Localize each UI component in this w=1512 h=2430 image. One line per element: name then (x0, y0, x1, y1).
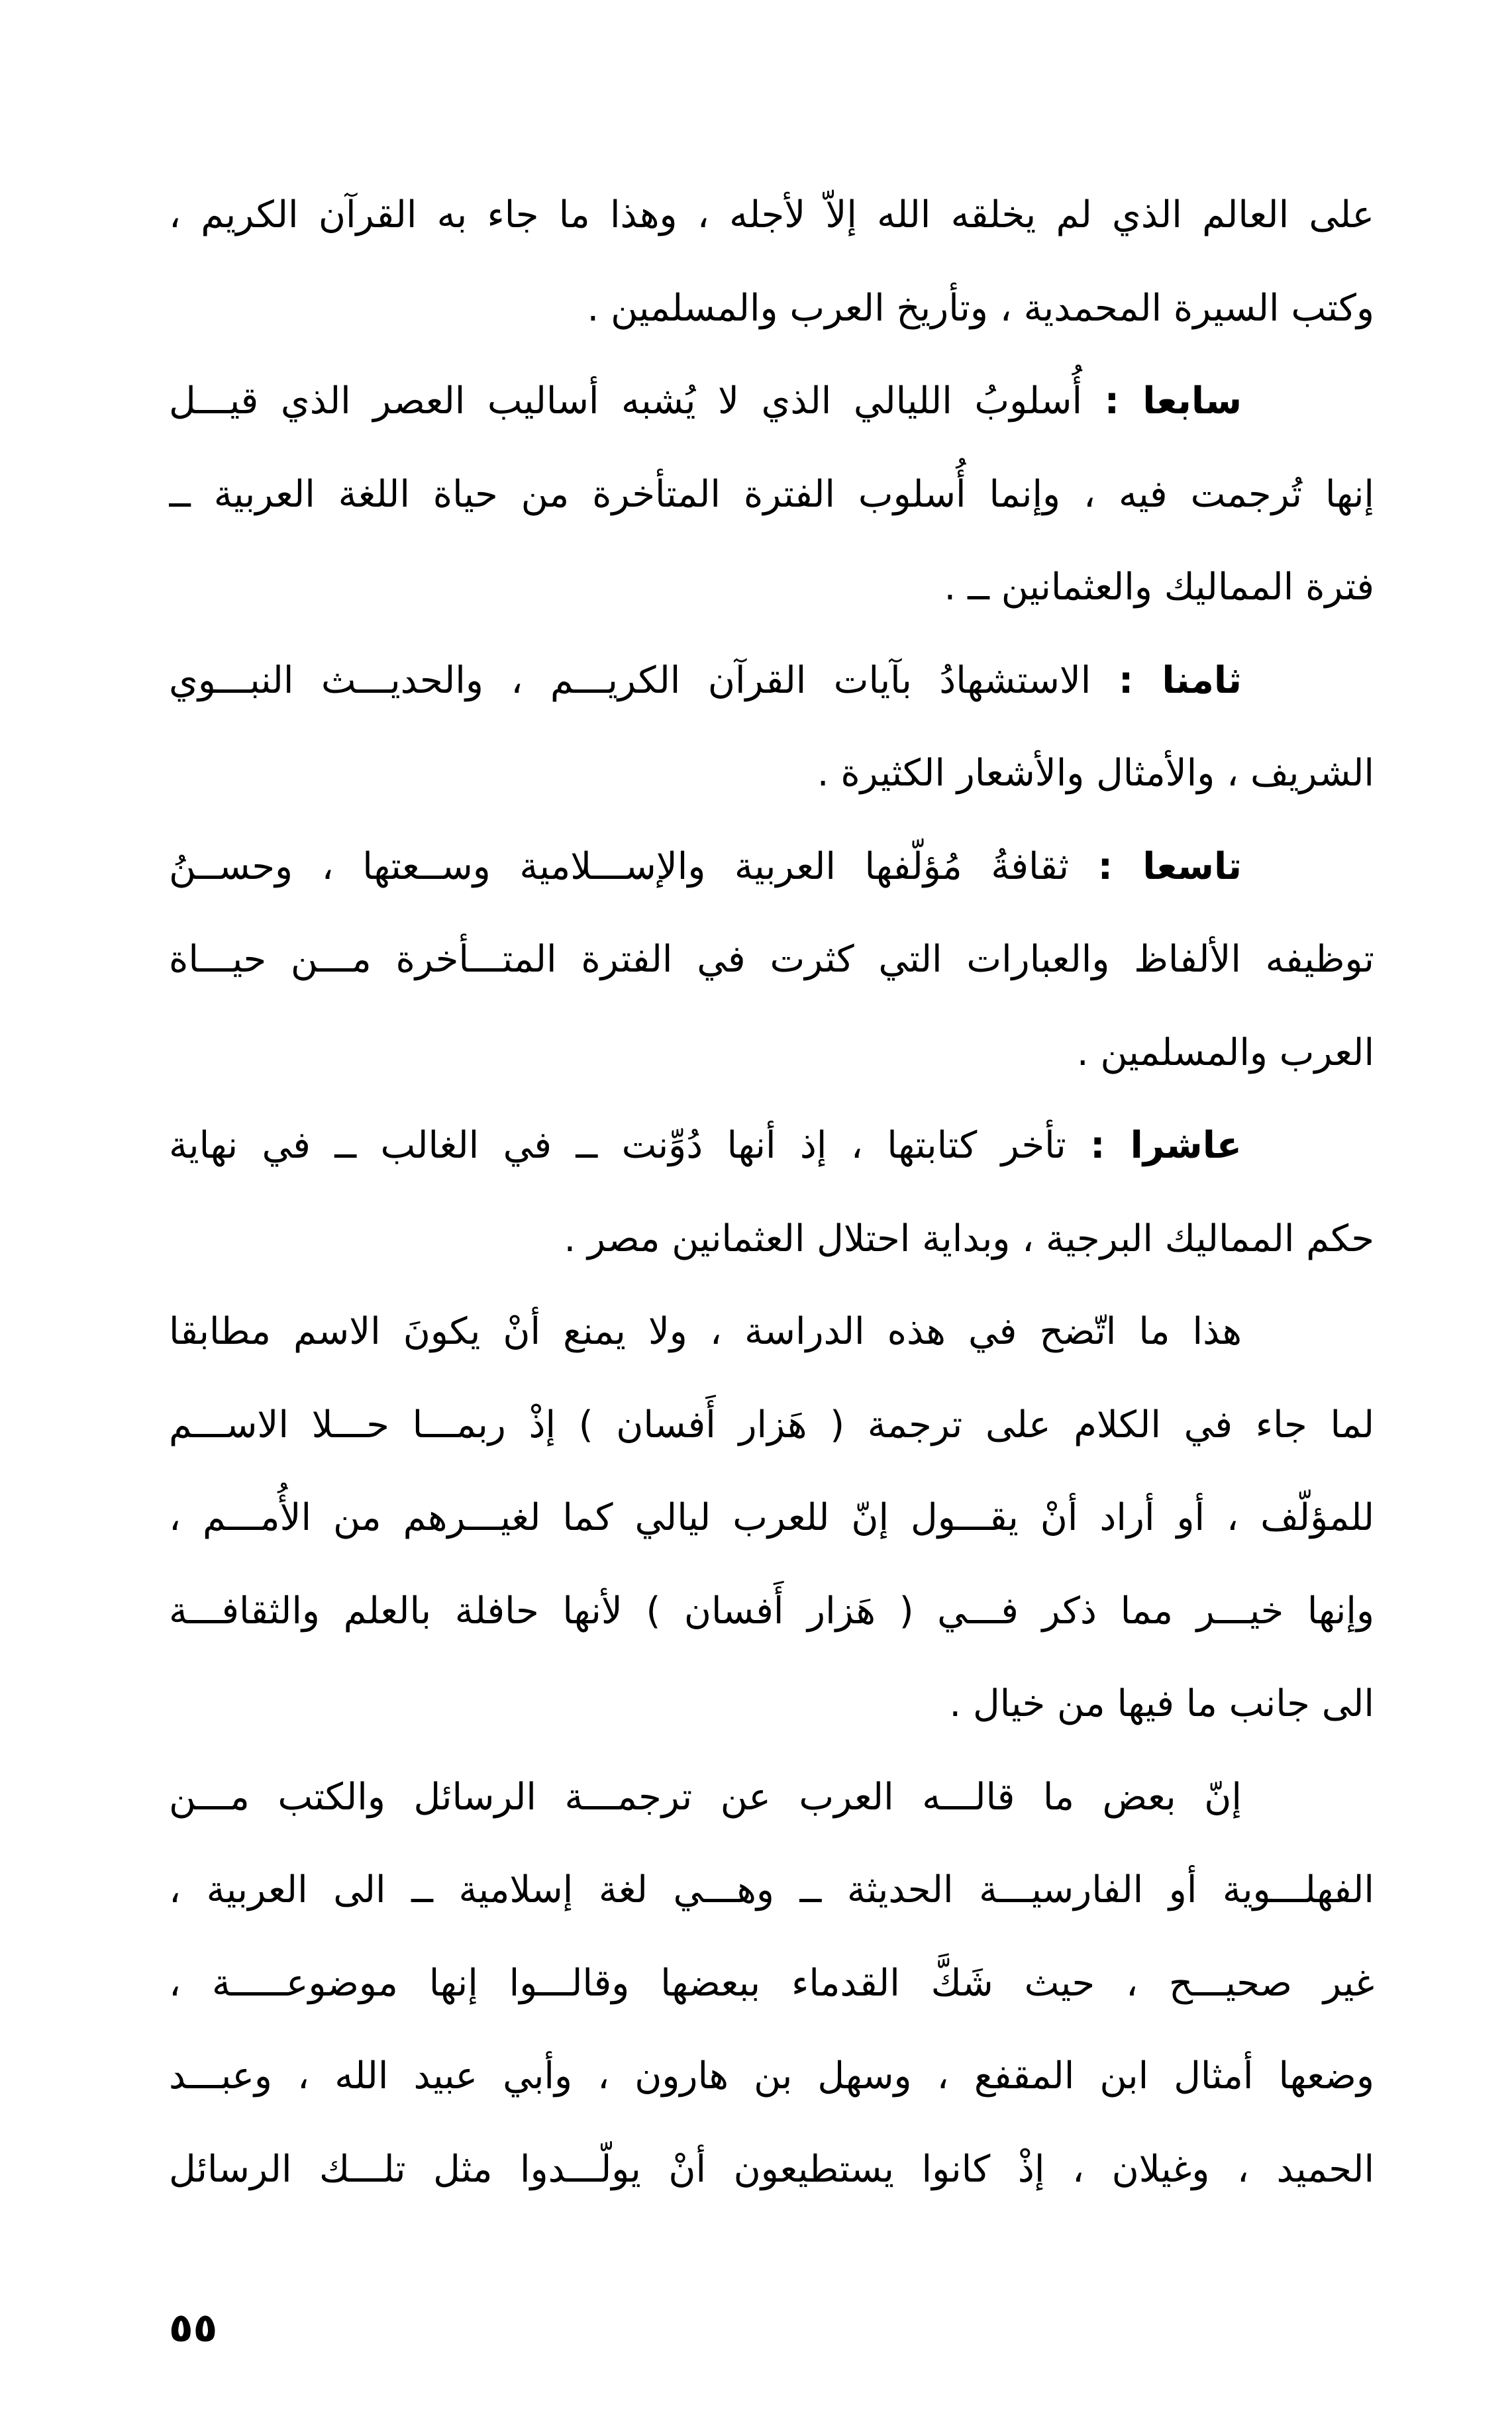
text-line (169, 1007, 1374, 1100)
text-line (169, 541, 1374, 634)
text-line (169, 1193, 1374, 1286)
line-text: وإنها خيـــر مما ذكر فـــي ( هَزار أَفسان ) لأنها حافلة بالعلم والثقافـــة (169, 1589, 1374, 1633)
line-lead: ثامنا : (1118, 658, 1242, 702)
text-line (169, 355, 1374, 448)
text-line (169, 1751, 1374, 1845)
text-line (169, 821, 1374, 914)
body-text (169, 169, 1374, 2216)
text-line (169, 1844, 1374, 1937)
line-text: الاستشهادُ بآيات القرآن الكريـــم ، والحديـــث النبـــوي (169, 658, 1119, 702)
text-line (169, 727, 1374, 821)
line-text: تأخر كتابتها ، إذ أنها دُوِّنت ــ في الغالب ــ في نهاية (169, 1124, 1091, 1167)
line-text: ثقافةُ مُؤلّفها العربية والإســـلامية وســعتها ، وحســنُ (169, 844, 1098, 888)
page-number: ٥٥ (169, 2305, 218, 2351)
text-line (169, 1379, 1374, 1472)
text-line (169, 448, 1374, 542)
text-line (169, 634, 1374, 728)
line-text: للمؤلّف ، أو أراد أنْ يقـــول إنّ للعرب ليالي كما لغيـــرهم من الأُمـــم ، (169, 1496, 1374, 1539)
text-line (169, 169, 1374, 262)
line-text: وضعها أمثال ابن المقفع ، وسهل بن هارون ، وأبي عبيد الله ، وعبـــد (169, 2054, 1374, 2098)
text-line (169, 2030, 1374, 2123)
line-text: الحميد ، وغيلان ، إذْ كانوا يستطيعون أنْ يولّـــدوا مثل تلـــك الرسائل (169, 2147, 1374, 2191)
line-text: على العالم الذي لم يخلقه الله إلاّ لأجله ، وهذا ما جاء به القرآن الكريم ، (169, 193, 1374, 236)
text-line (169, 2123, 1374, 2217)
text-line (169, 1937, 1374, 2031)
line-text: إنّ بعض ما قالـــه العرب عن ترجمـــة الرسائل والكتب مـــن (169, 1775, 1242, 1819)
line-lead: سابعا : (1104, 380, 1242, 423)
text-line (169, 1472, 1374, 1565)
text-line (169, 1286, 1374, 1379)
line-text: الشريف ، والأمثال والأشعار الكثيرة . (817, 752, 1374, 795)
line-lead: تاسعا : (1097, 844, 1242, 888)
line-text: إنها تُرجمت فيه ، وإنما أُسلوب الفترة المتأخرة من حياة اللغة العربية ــ (169, 472, 1374, 516)
line-text: توظيفه الألفاظ والعبارات التي كثرت في الفترة المتـــأخرة مـــن حيـــاة (169, 938, 1374, 981)
line-text: الى جانب ما فيها من خيال . (949, 1682, 1374, 1725)
line-text: غير صحيـــح ، حيث شَكَّ القدماء ببعضها وقالـــوا إنها موضوعـــــة ، (169, 1961, 1374, 2005)
text-line (169, 1099, 1374, 1193)
text-line (169, 262, 1374, 356)
line-text: فترة المماليك والعثمانين ــ . (944, 566, 1374, 609)
line-text: الفهلـــوية أو الفارسيـــة الحديثة ــ وهـــي لغة إسلامية ــ الى العربية ، (169, 1868, 1374, 1911)
line-text: حكم المماليك البرجية ، وبداية احتلال العثمانين مصر . (564, 1217, 1374, 1260)
line-text: أُسلوبُ الليالي الذي لا يُشبه أساليب العصر الذي قيـــل (169, 380, 1105, 423)
line-lead: عاشرا : (1090, 1124, 1242, 1167)
line-text: وكتب السيرة المحمدية ، وتأريخ العرب والمسلمين . (587, 286, 1374, 330)
text-line (169, 1565, 1374, 1658)
text-line (169, 1658, 1374, 1751)
text-line (169, 913, 1374, 1007)
line-text: العرب والمسلمين . (1076, 1031, 1374, 1074)
line-text: هذا ما اتّضح في هذه الدراسة ، ولا يمنع أنْ يكونَ الاسم مطابقا (169, 1310, 1242, 1353)
line-text: لما جاء في الكلام على ترجمة ( هَزار أَفسان ) إذْ ربمـــا حـــلا الاســـم (169, 1403, 1374, 1446)
